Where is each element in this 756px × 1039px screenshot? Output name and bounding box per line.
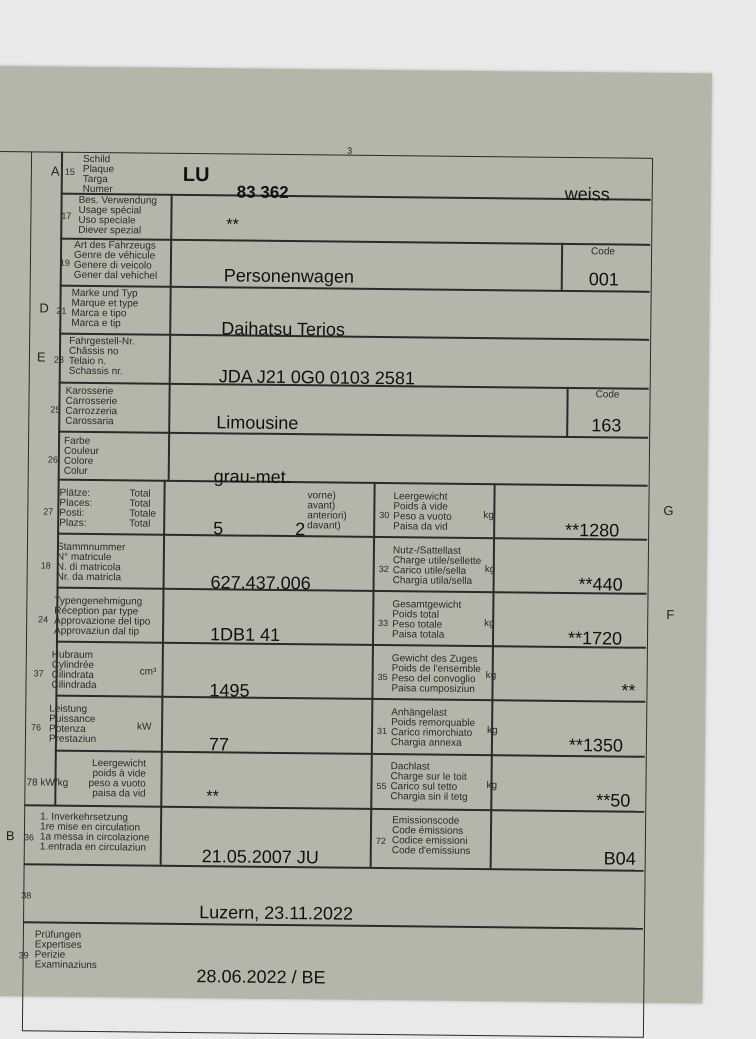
label-line: Charge utile/sellette (392, 555, 482, 568)
label-line: Leergewicht (393, 491, 448, 503)
margin-letter-e: E (36, 349, 46, 365)
field-32-unit: kg (484, 564, 496, 576)
field-27-number: 27 (43, 506, 54, 517)
label-line: Karosserie (65, 385, 114, 398)
field-30-labels (393, 492, 452, 533)
field-37-number: 37 (33, 668, 44, 679)
label-line: Cilindrada (51, 679, 97, 692)
label-line: Emissionscode (392, 815, 460, 827)
label-line: Carico utile/sella (392, 565, 467, 577)
label-line: avant) (307, 500, 336, 512)
field-31-labels (391, 708, 475, 749)
field-55-labels (390, 762, 468, 803)
label-line: poids à vide (92, 768, 146, 780)
margin-letter-f: F (666, 607, 675, 623)
field-15-labels (83, 155, 115, 195)
label-line: Anhängelast (391, 707, 447, 719)
displacement-value: 1495 (209, 680, 250, 701)
field-17-labels (78, 196, 157, 237)
label-line: Genre de véhicule (73, 249, 156, 262)
field-26-number: 26 (47, 454, 58, 465)
issue-place-date-value: Luzern, 23.11.2022 (199, 902, 354, 924)
label-line: Gesamtgewicht (392, 599, 462, 611)
page-number: 3 (347, 145, 353, 156)
field-24-number: 24 (38, 614, 49, 625)
field-18-labels (57, 543, 126, 584)
field-23-labels (69, 337, 135, 378)
label-line: Codice emissioni (391, 835, 468, 847)
label-line: Nr. da matricla (56, 571, 122, 584)
field-30-unit: kg (483, 510, 494, 522)
field-33-number: 33 (378, 617, 389, 629)
label-line: Carico rimorchiato (390, 727, 473, 739)
field-78-number: 78 kW/kg (26, 777, 69, 789)
label-line: Art des Fahrzeugs (74, 239, 156, 252)
plate-canton: LU (182, 163, 210, 187)
payload-value: **440 (578, 574, 623, 595)
plate-color: weiss (564, 183, 610, 205)
field-23-number: 23 (53, 354, 64, 365)
label-line: 1a messa in circolazione (39, 831, 150, 844)
label-line: Numer (82, 183, 113, 196)
trailer-load-value: **1350 (568, 734, 624, 756)
field-76-unit: kW (137, 721, 152, 733)
field-24-labels (54, 597, 151, 638)
field-36-number: 36 (23, 832, 34, 843)
field-36-labels (40, 812, 150, 853)
empty-weight-value: **1280 (565, 519, 620, 541)
label-line: Totale (129, 508, 157, 520)
field-31-unit: kg (487, 725, 498, 737)
field-72-number: 72 (375, 835, 386, 847)
margin-letter-b: B (5, 828, 15, 844)
roof-load-value: **50 (596, 790, 631, 811)
label-line: Charge sur le toit (390, 771, 467, 783)
margin-letter-d: D (39, 300, 49, 316)
label-line: Approvazione del tipo (54, 615, 151, 628)
label-line: Hubraum (51, 649, 94, 662)
field-35-unit: kg (485, 670, 497, 682)
field-33-labels (392, 600, 461, 641)
seats-total-value: 5 (213, 518, 224, 539)
label-line: Nutz-/Sattellast (392, 545, 461, 557)
field-19-labels (74, 241, 158, 282)
field-27-front-labels (307, 491, 347, 531)
label-line: davant) (307, 520, 341, 532)
power-weight-value: ** (206, 788, 219, 806)
field-19-number: 19 (59, 257, 71, 268)
label-line: Telaio n. (68, 355, 107, 368)
field-18-number: 18 (40, 560, 51, 571)
label-line: Approvaziun dal tip (54, 625, 140, 638)
special-usage-value: ** (226, 216, 239, 234)
label-line: Total (129, 488, 151, 500)
label-line: Peso a vuoto (393, 511, 452, 523)
power-value: 77 (208, 734, 230, 755)
body-type-code-label: Code (595, 389, 620, 401)
field-31-number: 31 (377, 725, 388, 737)
field-32-labels (393, 546, 482, 587)
label-line: Code d'emissiuns (391, 845, 471, 857)
label-line: Code émissions (391, 825, 464, 837)
field-35-labels (391, 654, 481, 695)
type-approval-value: 1DB1 41 (209, 624, 281, 645)
label-line: anteriori) (307, 510, 347, 522)
label-line: Marke und Typ (71, 287, 138, 300)
label-line: Posti: (59, 507, 85, 519)
total-weight-value: **1720 (567, 627, 623, 649)
label-line: Leergewicht (91, 758, 147, 770)
field-17-number: 17 (61, 210, 72, 221)
field-78-labels (88, 759, 146, 800)
label-line: Réception par type (54, 605, 139, 618)
label-line: Carossaria (65, 415, 114, 428)
label-line: Gewicht des Zuges (391, 653, 478, 666)
plate-number: 83 362 (236, 182, 289, 203)
label-line: Potenza (49, 723, 86, 735)
registration-document-page (0, 66, 712, 1003)
field-35-number: 35 (377, 671, 388, 683)
label-line: Couleur (63, 445, 100, 458)
field-39-labels (35, 930, 98, 971)
label-line: Uso speciale (78, 214, 136, 227)
label-line: Colore (63, 455, 94, 467)
label-line: Genere di veicolo (73, 259, 152, 272)
label-line: vorne) (307, 490, 336, 502)
field-21-number: 21 (56, 305, 67, 316)
margin-letter-g: G (663, 502, 674, 519)
seats-front-value: 2 (295, 519, 306, 540)
field-76-number: 76 (31, 722, 42, 733)
body-type-value: Limousine (216, 412, 299, 434)
first-registration-value: 21.05.2007 JU (201, 846, 319, 868)
label-line: Gener dal vehichel (73, 269, 158, 282)
label-line: Puissance (49, 713, 96, 726)
label-line: Paisa totala (392, 629, 445, 641)
label-line: 1. Inverkehrsetzung (40, 811, 129, 824)
label-line: Usage spécial (78, 204, 142, 217)
label-line: Bes. Verwendung (78, 194, 158, 207)
label-line: Places: (59, 497, 93, 509)
label-line: Stammnummer (56, 541, 126, 554)
label-line: Châssis no (68, 345, 119, 358)
label-line: Poids total (392, 609, 440, 621)
label-line: Diever spezial (78, 224, 142, 237)
label-line: Typengenehmigung (54, 595, 143, 608)
vehicle-kind-value: Personenwagen (223, 265, 355, 287)
field-76-labels (49, 705, 97, 745)
label-line: Schild (82, 153, 111, 166)
margin-letter-a: A (50, 163, 60, 179)
label-line: Marque et type (71, 297, 139, 310)
label-line: Targa (82, 173, 108, 186)
field-55-unit: kg (486, 780, 498, 792)
field-21-labels (71, 289, 138, 330)
label-line: Chargia annexa (390, 737, 462, 749)
label-line: Peso del convoglio (391, 673, 476, 686)
label-line: Poids de l'ensemble (391, 663, 481, 676)
label-line: Dachlast (390, 761, 430, 773)
field-37-unit: cm³ (139, 666, 157, 678)
label-line: Cilindrata (51, 669, 94, 682)
field-30-number: 30 (379, 509, 390, 521)
field-39-number: 39 (18, 950, 29, 961)
label-line: Perizie (34, 949, 66, 961)
field-25-labels (65, 387, 117, 428)
label-line: Marca e tip (71, 317, 121, 330)
label-line: Prüfungen (34, 929, 82, 941)
label-line: paisa da vid (92, 788, 146, 800)
label-line: Prestaziun (48, 733, 97, 746)
field-26-labels (64, 437, 99, 477)
label-line: peso a vuoto (88, 777, 146, 790)
label-line: Poids remorquable (391, 717, 476, 730)
master-number-value: 627.437.006 (210, 572, 311, 594)
field-25-number: 25 (50, 404, 61, 415)
color-value: grau-met. (213, 466, 291, 488)
label-line: N° matricule (56, 551, 112, 564)
label-line: Total (129, 498, 151, 510)
label-line: Leistung (49, 703, 88, 715)
label-line: Total (129, 518, 151, 530)
label-line: Schassis nr. (68, 365, 123, 378)
label-line: N. di matricola (56, 561, 121, 574)
label-line: Expertises (34, 939, 82, 951)
field-72-labels (392, 816, 471, 857)
label-line: Plaque (82, 163, 115, 176)
label-line: Poids à vide (393, 501, 448, 513)
label-line: Chargia utila/sella (392, 575, 473, 587)
label-line: Paisa cumposiziun (391, 683, 475, 696)
label-line: 1re mise en circulation (39, 821, 141, 834)
label-line: Chargia sin il tetg (390, 791, 468, 803)
label-line: Cylindrée (51, 659, 95, 672)
chassis-number-value: JDA J21 0G0 0103 2581 (218, 366, 416, 389)
make-model-value: Daihatsu Terios (221, 318, 346, 340)
label-line: 1.entrada en circulaziun (39, 841, 147, 854)
vehicle-kind-code: 001 (588, 269, 619, 290)
label-line: Examinaziuns (34, 959, 97, 972)
label-line: Carrozzeria (65, 405, 118, 418)
body-type-code: 163 (591, 415, 622, 436)
field-27-total-labels (129, 489, 156, 529)
field-55-number: 55 (376, 780, 387, 792)
label-line: Plazs: (59, 517, 87, 529)
field-32-number: 32 (378, 563, 389, 575)
label-line: Colur (63, 465, 88, 477)
inspection-value: 28.06.2022 / BE (196, 966, 326, 988)
vehicle-kind-code-label: Code (591, 246, 616, 258)
label-line: Marca e tipo (71, 307, 127, 320)
train-weight-value: ** (621, 680, 636, 701)
emission-code-value: B04 (603, 848, 636, 869)
field-33-unit: kg (484, 618, 495, 630)
label-line: Carico sul tetto (390, 781, 458, 793)
label-line: Carrosserie (65, 395, 118, 408)
field-15-number: 15 (64, 166, 75, 177)
label-line: Plätze: (59, 487, 91, 499)
field-27-labels (59, 489, 92, 529)
label-line: Fahrgestell-Nr. (69, 335, 135, 348)
label-line: Farbe (64, 435, 91, 447)
label-line: Paisa da vid (393, 521, 448, 533)
field-37-labels (51, 651, 96, 691)
label-line: Peso totale (392, 619, 443, 631)
field-38-number: 38 (21, 890, 32, 901)
